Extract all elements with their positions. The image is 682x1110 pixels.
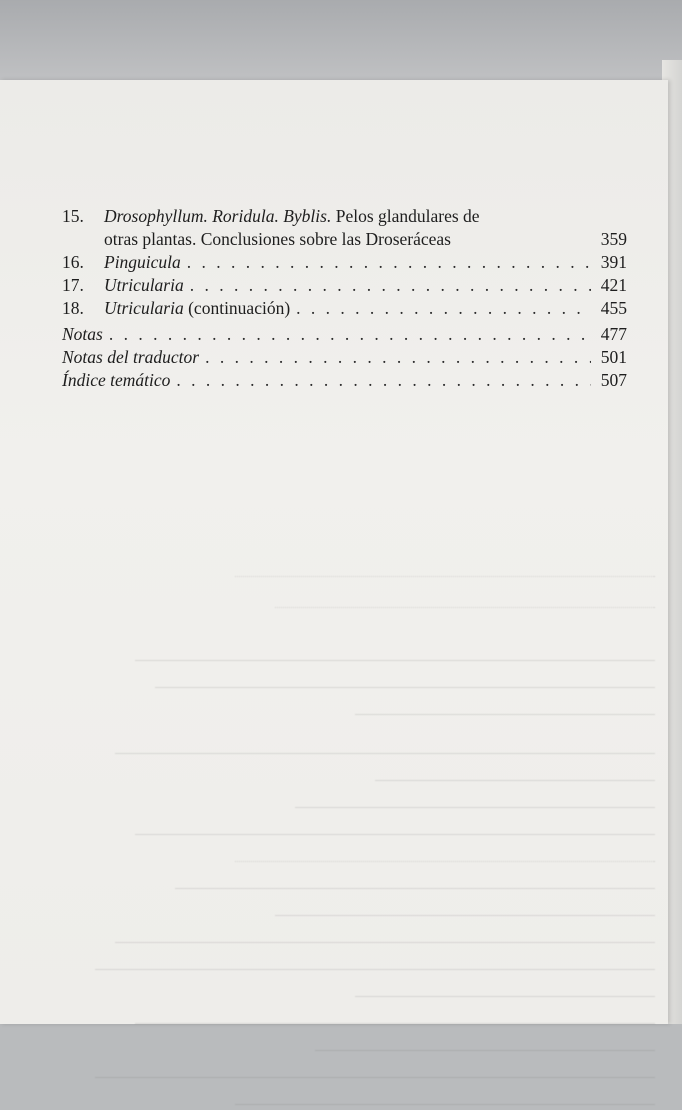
toc-entry [62,205,627,251]
toc-back-matter [62,323,627,392]
back-matter-title: Índice temático [62,370,171,390]
leader-dots [205,346,591,369]
toc-entry [62,323,627,346]
toc-entry [62,251,627,274]
chapter-title: Pelos glandulares de [331,206,480,226]
chapter-title-italic: Utricularia [104,275,184,295]
page-number: 477 [600,324,627,344]
toc-entry [62,346,627,369]
leader-dots [176,369,591,392]
book-page [0,80,668,1024]
page-number: 359 [600,229,627,249]
back-matter-title: Notas [62,324,103,344]
chapter-number: 15. [62,206,84,226]
show-through-reverse-page [55,550,655,1110]
photo-background [0,0,682,90]
toc-entry [62,369,627,392]
page-number: 507 [600,370,627,390]
back-matter-title: Notas del traductor [62,347,200,367]
chapter-title: (continuación) [183,298,291,318]
chapter-title-italic: Drosophyllum. Roridula. Byblis. [104,206,332,226]
chapter-number: 17. [62,275,84,295]
leader-dots [187,251,591,274]
leader-dots [296,297,591,320]
chapter-title-continuation: otras plantas. Conclusiones sobre las Droseráceas [104,229,451,249]
toc-entry [62,274,627,297]
leader-dots [190,274,591,297]
toc-entry [62,297,627,320]
page-number: 501 [600,347,627,367]
chapter-number: 18. [62,298,84,318]
chapter-title-italic: Utricularia [104,298,184,318]
page-number: 421 [600,275,627,295]
page-number: 455 [600,298,627,318]
chapter-title-italic: Pinguicula [104,252,181,272]
chapter-number: 16. [62,252,84,272]
page-number: 391 [600,252,627,272]
toc-chapters [62,205,627,320]
leader-dots [109,323,591,346]
